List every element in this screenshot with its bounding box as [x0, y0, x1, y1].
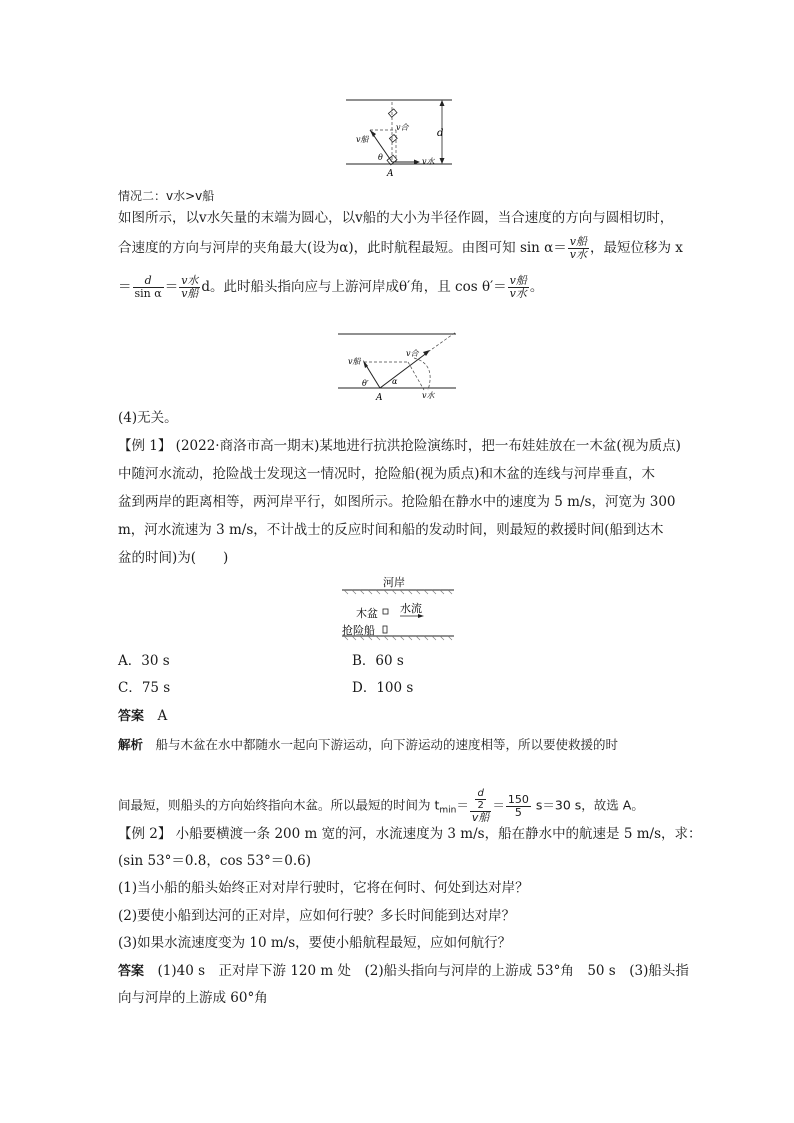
ex1-line3: 盆到两岸的距离相等，两河岸平行，如图所示。抢险船在静水中的速度为 5 m/s，河宽为 300 — [118, 494, 676, 510]
choice-B: B．60 s — [352, 653, 404, 669]
frac-d-over-sina: $\frac{d}{\text{sin α}}$ — [134, 274, 162, 300]
ex2-line2: (sin 53°＝0.8，cos 53°＝0.6) — [118, 853, 311, 869]
label-A: A — [387, 169, 394, 179]
answer-2-line1: 答案 (1)40 s 正对岸下游 120 m 处 (2)船头指向与河岸的上游成 53°角 50 s (3)船头指 — [118, 963, 689, 979]
label-d: d — [437, 128, 444, 139]
label-theta-prime: θ′ — [362, 379, 369, 388]
frac-vchuan-over-vshui: $\frac{\text{v船}}{\text{v水}}$ — [569, 235, 588, 261]
answer-2-line2: 向与河岸的上游成 60°角 — [118, 990, 268, 1006]
frac-vchuan-over-vshui-2: $\frac{\text{v船}}{\text{v水}}$ — [509, 274, 527, 300]
label-v-he: v合 — [396, 123, 409, 132]
ex2-q1: (1)当小船的船头始终正对对岸行驶时，它将在何时、何处到达对岸？ — [118, 880, 529, 896]
case2-para-line3: ＝ $\frac{d}{\text{sin α}}$ ＝ $\frac{\text{v水}}{\text{v船}}$ d。此时船头指向应与上游河岸成θ′角，且 cos θ′＝ $\frac{\text{v船}}{\text{v水}}$ 。 — [118, 274, 544, 300]
ex2-line1: 【例 2】 小船要横渡一条 200 m 宽的河，水流速度为 3 m/s，船在静水中的航速是 5 m/s，求： — [118, 826, 702, 842]
frac-d-half-over-vchuan: $\frac{\frac{d}{2}}{\text{v船}}$ — [471, 788, 490, 824]
item-4: (4)无关。 — [118, 410, 178, 426]
choice-C: C．75 s — [118, 680, 171, 696]
case2-para-line2: 合速度的方向与河岸的夹角最大(设为α)，此时航程最短。由图可知 sin α＝ $\frac{\text{v船}}{\text{v水}}$ ，最短位移为 x — [118, 235, 683, 261]
ex1-line2: 中随河水流动，抢险战士发现这一情况时，抢险船(视为质点)和木盆的连线与河岸垂直，木 — [118, 466, 656, 482]
frac-vshui-over-vchuan: $\frac{\text{v水}}{\text{v船}}$ — [181, 274, 199, 300]
ex1-line5: 盆的时间)为( ) — [118, 550, 229, 566]
analysis-line1: 解析 船与木盆在水中都随水一起向下游运动，向下游运动的速度相等，所以要使救援的时 — [118, 737, 619, 752]
label-theta: θ — [378, 153, 383, 162]
case2-heading: 情况二：v水>v船 — [118, 189, 215, 203]
analysis-line2: 间最短，则船头的方向始终指向木盆。所以最短的时间为 $t_{min}=$ $\frac{\frac{d}{2}}{\text{v船}}$ ＝ $\frac{150}{5}$ s＝30 s，故选 A。 — [118, 788, 644, 824]
label-v-shui: v水 — [422, 157, 435, 166]
answer-1: 答案 A — [118, 708, 168, 724]
frac-150-over-5: $\frac{150}{5}$ — [507, 792, 529, 819]
figure-rescue-scene — [338, 574, 458, 644]
label-v-shui-2: v水 — [422, 391, 435, 400]
label-v-chuan-2: v船 — [348, 357, 361, 366]
figure-river-crossing-2 — [336, 330, 460, 402]
label-tub: 木盆 — [356, 607, 378, 620]
ex2-q3: (3)如果水流速度变为 10 m/s，要使小船航程最短，应如何航行？ — [118, 935, 512, 951]
ex1-line1: 【例 1】 (2022·商洛市高一期末)某地进行抗洪抢险演练时，把一布娃娃放在一木盆(视为质点) — [118, 438, 681, 454]
ex2-q2: (2)要使小船到达河的正对岸，应如何行驶？多长时间能到达对岸？ — [118, 908, 516, 924]
label-bank: 河岸 — [383, 576, 405, 589]
label-v-chuan: v船 — [356, 135, 369, 144]
case2-para-line1: 如图所示，以v水矢量的末端为圆心，以v船的大小为半径作圆，当合速度的方向与圆相切时， — [118, 210, 674, 226]
label-v-he-2: v合 — [406, 349, 419, 358]
figure-river-crossing-1 — [340, 96, 460, 180]
choice-A: A．30 s — [118, 653, 170, 669]
label-flow: 水流 — [400, 602, 422, 615]
label-A-2: A — [376, 393, 383, 402]
label-alpha: α — [392, 377, 398, 386]
ex1-line4: m，河水流速为 3 m/s，不计战士的反应时间和船的发动时间，则最短的救援时间(船到达木 — [118, 522, 664, 538]
label-boat: 抢险船 — [342, 624, 375, 637]
choice-D: D．100 s — [352, 680, 414, 696]
